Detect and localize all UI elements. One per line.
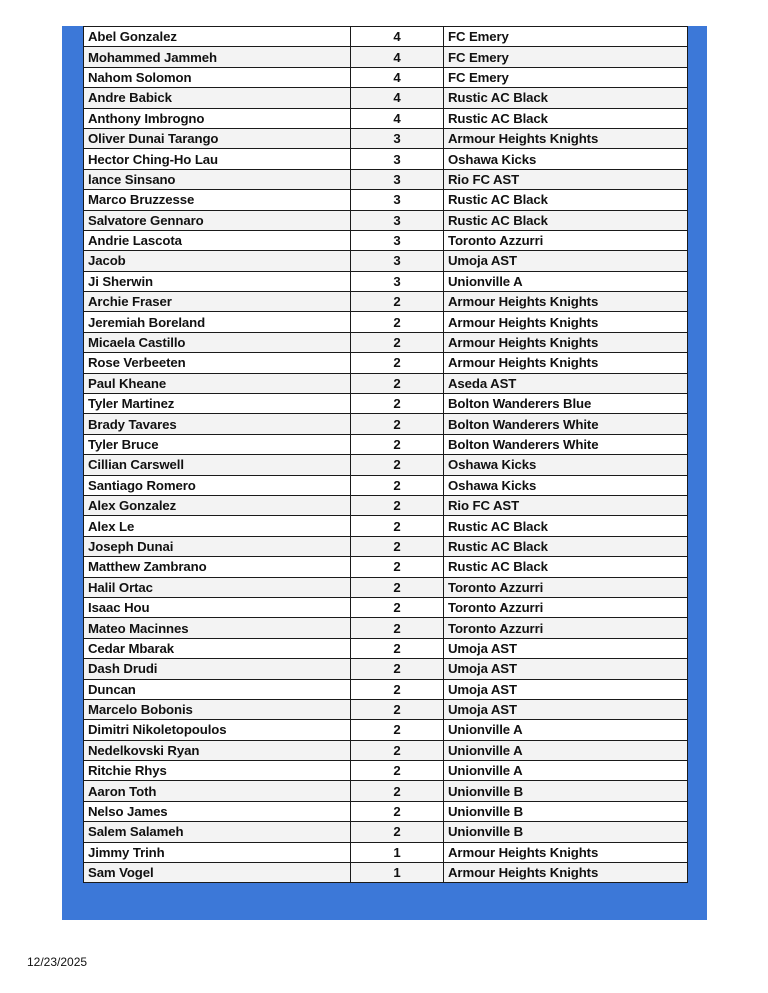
- player-name-cell: Alex Gonzalez: [84, 495, 351, 515]
- table-row: [84, 822, 688, 842]
- player-name-cell: Dimitri Nikoletopoulos: [84, 720, 351, 740]
- player-name-cell: Nedelkovski Ryan: [84, 740, 351, 760]
- table-row: [84, 67, 688, 87]
- player-name-cell: Jeremiah Boreland: [84, 312, 351, 332]
- team-name-cell: Umoja AST: [444, 699, 688, 719]
- goals-cell: 2: [351, 373, 444, 393]
- team-name-cell: Armour Heights Knights: [444, 292, 688, 312]
- goals-cell: 2: [351, 638, 444, 658]
- player-name-cell: Cedar Mbarak: [84, 638, 351, 658]
- print-date: 12/23/2025: [27, 955, 88, 969]
- team-name-cell: Toronto Azzurri: [444, 597, 688, 617]
- table-row: [84, 516, 688, 536]
- player-name-cell: Dash Drudi: [84, 659, 351, 679]
- goals-cell: 2: [351, 292, 444, 312]
- team-name-cell: Bolton Wanderers White: [444, 434, 688, 454]
- table-row: [84, 292, 688, 312]
- goals-cell: 2: [351, 659, 444, 679]
- team-name-cell: Armour Heights Knights: [444, 128, 688, 148]
- player-name-cell: Nahom Solomon: [84, 67, 351, 87]
- goals-cell: 4: [351, 27, 444, 47]
- goals-cell: 2: [351, 434, 444, 454]
- team-name-cell: Bolton Wanderers White: [444, 414, 688, 434]
- player-name-cell: Paul Kheane: [84, 373, 351, 393]
- table-row: [84, 679, 688, 699]
- player-name-cell: Oliver Dunai Tarango: [84, 128, 351, 148]
- player-name-cell: Ritchie Rhys: [84, 761, 351, 781]
- team-name-cell: Rustic AC Black: [444, 557, 688, 577]
- player-name-cell: Jimmy Trinh: [84, 842, 351, 862]
- player-name-cell: Halil Ortac: [84, 577, 351, 597]
- goals-cell: 3: [351, 169, 444, 189]
- goals-cell: 3: [351, 149, 444, 169]
- goals-cell: 4: [351, 47, 444, 67]
- team-name-cell: Unionville A: [444, 720, 688, 740]
- table-row: [84, 108, 688, 128]
- team-name-cell: Oshawa Kicks: [444, 149, 688, 169]
- player-name-cell: Nelso James: [84, 801, 351, 821]
- table-row: [84, 251, 688, 271]
- table-row: [84, 781, 688, 801]
- table-row: [84, 557, 688, 577]
- player-name-cell: Abel Gonzalez: [84, 27, 351, 47]
- table-row: [84, 475, 688, 495]
- table-row: [84, 740, 688, 760]
- player-name-cell: Archie Fraser: [84, 292, 351, 312]
- goals-cell: 2: [351, 332, 444, 352]
- table-row: [84, 27, 688, 47]
- scorers-table-body: [84, 27, 688, 883]
- player-name-cell: Mateo Macinnes: [84, 618, 351, 638]
- goals-cell: 2: [351, 781, 444, 801]
- team-name-cell: Armour Heights Knights: [444, 353, 688, 373]
- team-name-cell: Unionville A: [444, 761, 688, 781]
- team-name-cell: Rustic AC Black: [444, 210, 688, 230]
- player-name-cell: Marcelo Bobonis: [84, 699, 351, 719]
- player-name-cell: Ji Sherwin: [84, 271, 351, 291]
- player-name-cell: Anthony Imbrogno: [84, 108, 351, 128]
- team-name-cell: Rustic AC Black: [444, 190, 688, 210]
- goals-cell: 3: [351, 128, 444, 148]
- goals-cell: 2: [351, 475, 444, 495]
- table-row: [84, 597, 688, 617]
- goals-cell: 2: [351, 516, 444, 536]
- team-name-cell: Umoja AST: [444, 679, 688, 699]
- team-name-cell: Rio FC AST: [444, 169, 688, 189]
- table-row: [84, 577, 688, 597]
- goals-cell: 2: [351, 536, 444, 556]
- goals-cell: 2: [351, 618, 444, 638]
- team-name-cell: Toronto Azzurri: [444, 577, 688, 597]
- player-name-cell: Duncan: [84, 679, 351, 699]
- team-name-cell: FC Emery: [444, 47, 688, 67]
- goals-cell: 3: [351, 210, 444, 230]
- table-row: [84, 128, 688, 148]
- goals-cell: 2: [351, 822, 444, 842]
- goals-cell: 3: [351, 251, 444, 271]
- table-row: [84, 495, 688, 515]
- goals-cell: 4: [351, 67, 444, 87]
- player-name-cell: Andrie Lascota: [84, 230, 351, 250]
- table-row: [84, 801, 688, 821]
- table-row: [84, 373, 688, 393]
- team-name-cell: FC Emery: [444, 27, 688, 47]
- player-name-cell: Hector Ching-Ho Lau: [84, 149, 351, 169]
- player-name-cell: lance Sinsano: [84, 169, 351, 189]
- table-row: [84, 353, 688, 373]
- goals-cell: 2: [351, 740, 444, 760]
- team-name-cell: Armour Heights Knights: [444, 842, 688, 862]
- player-name-cell: Salvatore Gennaro: [84, 210, 351, 230]
- team-name-cell: Rustic AC Black: [444, 536, 688, 556]
- table-row: [84, 536, 688, 556]
- team-name-cell: Oshawa Kicks: [444, 475, 688, 495]
- table-row: [84, 720, 688, 740]
- goals-cell: 4: [351, 88, 444, 108]
- team-name-cell: Armour Heights Knights: [444, 332, 688, 352]
- goals-cell: 2: [351, 801, 444, 821]
- table-row: [84, 230, 688, 250]
- goals-cell: 1: [351, 863, 444, 883]
- goals-cell: 2: [351, 557, 444, 577]
- goals-cell: 2: [351, 597, 444, 617]
- team-name-cell: Unionville A: [444, 271, 688, 291]
- player-name-cell: Santiago Romero: [84, 475, 351, 495]
- player-name-cell: Jacob: [84, 251, 351, 271]
- player-name-cell: Andre Babick: [84, 88, 351, 108]
- player-name-cell: Marco Bruzzesse: [84, 190, 351, 210]
- table-row: [84, 618, 688, 638]
- goals-cell: 2: [351, 353, 444, 373]
- player-name-cell: Sam Vogel: [84, 863, 351, 883]
- team-name-cell: Unionville B: [444, 781, 688, 801]
- team-name-cell: Umoja AST: [444, 251, 688, 271]
- goals-cell: 2: [351, 699, 444, 719]
- player-name-cell: Isaac Hou: [84, 597, 351, 617]
- goals-cell: 2: [351, 679, 444, 699]
- player-name-cell: Tyler Martinez: [84, 394, 351, 414]
- player-name-cell: Micaela Castillo: [84, 332, 351, 352]
- table-row: [84, 455, 688, 475]
- team-name-cell: Rio FC AST: [444, 495, 688, 515]
- team-name-cell: Unionville B: [444, 822, 688, 842]
- table-row: [84, 271, 688, 291]
- team-name-cell: Umoja AST: [444, 638, 688, 658]
- goals-cell: 3: [351, 271, 444, 291]
- team-name-cell: Umoja AST: [444, 659, 688, 679]
- team-name-cell: Toronto Azzurri: [444, 230, 688, 250]
- team-name-cell: Armour Heights Knights: [444, 312, 688, 332]
- player-name-cell: Rose Verbeeten: [84, 353, 351, 373]
- table-row: [84, 863, 688, 883]
- goals-cell: 3: [351, 190, 444, 210]
- goals-cell: 2: [351, 455, 444, 475]
- table-row: [84, 414, 688, 434]
- player-name-cell: Cillian Carswell: [84, 455, 351, 475]
- team-name-cell: Armour Heights Knights: [444, 863, 688, 883]
- table-row: [84, 659, 688, 679]
- team-name-cell: Unionville A: [444, 740, 688, 760]
- player-name-cell: Tyler Bruce: [84, 434, 351, 454]
- player-name-cell: Joseph Dunai: [84, 536, 351, 556]
- goals-cell: 2: [351, 394, 444, 414]
- player-name-cell: Salem Salameh: [84, 822, 351, 842]
- team-name-cell: Rustic AC Black: [444, 88, 688, 108]
- team-name-cell: Unionville B: [444, 801, 688, 821]
- player-name-cell: Brady Tavares: [84, 414, 351, 434]
- goals-cell: 2: [351, 761, 444, 781]
- player-name-cell: Matthew Zambrano: [84, 557, 351, 577]
- player-name-cell: Mohammed Jammeh: [84, 47, 351, 67]
- table-row: [84, 47, 688, 67]
- goals-cell: 2: [351, 312, 444, 332]
- table-row: [84, 210, 688, 230]
- table-row: [84, 434, 688, 454]
- goals-cell: 2: [351, 577, 444, 597]
- table-row: [84, 190, 688, 210]
- team-name-cell: Rustic AC Black: [444, 516, 688, 536]
- team-name-cell: Rustic AC Black: [444, 108, 688, 128]
- table-row: [84, 88, 688, 108]
- team-name-cell: Bolton Wanderers Blue: [444, 394, 688, 414]
- player-name-cell: Aaron Toth: [84, 781, 351, 801]
- goals-cell: 3: [351, 230, 444, 250]
- goals-cell: 2: [351, 414, 444, 434]
- team-name-cell: Oshawa Kicks: [444, 455, 688, 475]
- goals-cell: 4: [351, 108, 444, 128]
- table-row: [84, 842, 688, 862]
- goals-cell: 2: [351, 720, 444, 740]
- team-name-cell: FC Emery: [444, 67, 688, 87]
- table-row: [84, 149, 688, 169]
- table-row: [84, 638, 688, 658]
- team-name-cell: Toronto Azzurri: [444, 618, 688, 638]
- goals-cell: 1: [351, 842, 444, 862]
- table-row: [84, 699, 688, 719]
- team-name-cell: Aseda AST: [444, 373, 688, 393]
- player-name-cell: Alex Le: [84, 516, 351, 536]
- table-row: [84, 332, 688, 352]
- table-row: [84, 394, 688, 414]
- goals-cell: 2: [351, 495, 444, 515]
- scorers-table: [83, 26, 688, 883]
- table-row: [84, 312, 688, 332]
- table-row: [84, 761, 688, 781]
- table-row: [84, 169, 688, 189]
